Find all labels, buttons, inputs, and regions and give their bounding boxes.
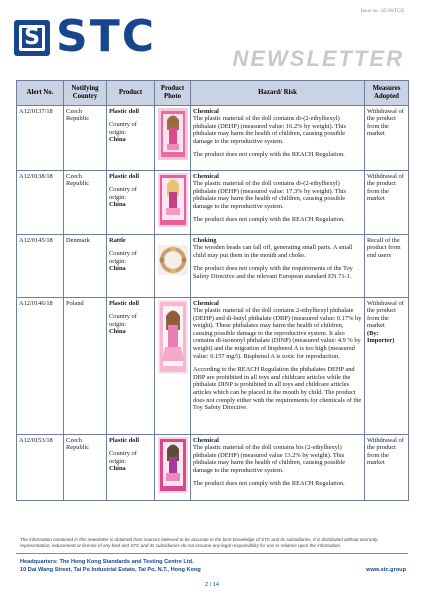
logo-glyph: S (24, 25, 40, 50)
newsletter-label: NEWSLETTER (232, 46, 404, 71)
page-number: 2 / 14 (205, 582, 219, 588)
origin-label: Country of origin: (109, 313, 137, 328)
country-cell: Poland (64, 298, 107, 435)
alert-no-cell: A12/0153/18 (17, 435, 64, 501)
origin-value: China (109, 328, 126, 336)
hazard-text: The plastic material of the doll contains bis (2-ethylhexyl) phthalate (DEHP) (measured value 13.2% by weight). This phthalate may harm the health of children, causing possible damage to the reproductive system. (193, 444, 346, 474)
product-cell (107, 171, 155, 235)
doll-photo (158, 300, 188, 374)
hazard-cell (191, 235, 365, 298)
measures-cell: Recall of the product from end users (365, 235, 409, 298)
footer-divider (16, 553, 408, 554)
hazard-text: The plastic material of the doll contains di-(2-ethylhexyl) phthalate (DEHP) (measured value: 16.2% by weight). This phthalate may harm the health of children, causing possible damage to the reproductive system. (193, 115, 347, 145)
hazard-text: The wooden beads can fall off, generating small parts. A small child may put them in the mouth and choke. (193, 244, 353, 259)
origin-value: China (109, 465, 126, 473)
table-header-row (17, 81, 409, 106)
measures-cell: Withdrawal of the product from the market (365, 171, 409, 235)
issue-number: Issue no.: 05/18/TCD (360, 9, 404, 14)
origin-label: Country of origin: (109, 250, 137, 265)
product-name: Plastic doll (109, 436, 139, 444)
hazard-type: Chemical (193, 436, 219, 444)
product-photo-cell (155, 435, 191, 501)
hazard-compliance: The product does not comply with the requirements of the Toy Safety Directive and the relevant European standard EN 71-1. (193, 265, 353, 280)
hazard-text: The plastic material of the doll contains 2-ethylhexyl phthalate (DEHP) and di-butyl phthalate (DBP) (measured value: 0.17% by weight). These phthalates may harm the health of children, causing possible damage to the reproductive system. It also contains di-isononyl phthalate (DINP) (measured value: 4.9 % by weight) and the migration of bisphenol A is too high (measured value: 0.157 mg/l). Bisphenol A is toxic for reproduction. (193, 307, 362, 360)
col-header-product: Product (107, 81, 155, 106)
hazard-cell (191, 435, 365, 501)
table-row (17, 171, 409, 235)
product-cell (107, 298, 155, 435)
product-photo-cell (155, 171, 191, 235)
product-name: Plastic doll (109, 172, 139, 180)
country-cell: Denmark (64, 235, 107, 298)
measures-text: Withdrawal of the product from the market (367, 299, 404, 330)
rattle-photo (158, 245, 188, 275)
origin-label: Country of origin: (109, 186, 137, 201)
footer-address: 10 Dai Wang Street, Tai Po Industrial Estate, Tai Po, N.T., Hong Kong (20, 567, 201, 573)
hazard-cell (191, 106, 365, 171)
alert-no-cell: A12/0138/18 (17, 171, 64, 235)
hazard-type: Chemical (193, 172, 219, 180)
origin-label: Country of origin: (109, 450, 137, 465)
hazard-type: Choking (193, 236, 217, 244)
hazard-cell (191, 298, 365, 435)
hazard-type: Chemical (193, 107, 219, 115)
page-header (0, 0, 424, 80)
hazard-compliance: The product does not comply with the REACH Regulation. (193, 480, 345, 488)
product-name: Plastic doll (109, 107, 139, 115)
doll-photo (158, 437, 188, 493)
logo-wordmark: STC (56, 11, 156, 62)
origin-value: China (109, 136, 126, 144)
alert-no-cell: A12/0146/18 (17, 298, 64, 435)
hazard-text: The plastic material of the doll contains di-(2-ethylhexyl) phthalate (DEHP) (measured value: 17.3% by weight). This phthalate may harm the health of children, causing possible damage to the reproductive system. (193, 180, 347, 210)
col-header-photo: Product Photo (155, 81, 191, 106)
product-cell (107, 435, 155, 501)
alert-table (16, 80, 409, 501)
hazard-type: Chemical (193, 299, 219, 307)
product-photo-cell (155, 298, 191, 435)
measures-cell: Withdrawal of the product from the market (365, 435, 409, 501)
table-row (17, 106, 409, 171)
product-cell (107, 106, 155, 171)
origin-value: China (109, 265, 126, 273)
measures-cell: Withdrawal of the product from the market (365, 106, 409, 171)
hazard-compliance: According to the REACH Regulation the phthalates DEHP and DBP are prohibited in all toys and childcare articles while the phthalate DINP is prohibited in all toys and childcare articles articles which can be placed in the mouth by child. The product does not comply either with the requirements for chemicals of the Toy Safety Directive. (193, 366, 362, 412)
disclaimer-text: The information contained in this newsletter is obtained from sources believed to be accurate to the best knowledge of STC and its subsidiaries. It is distributed without warranty, representation, inducement or license of any kind and STC and its subsidiaries do not assume any legal responsibility for use or reliance upon the information. (20, 537, 379, 548)
stc-logo-icon (14, 20, 50, 56)
hazard-cell (191, 171, 365, 235)
footer-headquarters: Headquarters: The Hong Kong Standards and Testing Centre Ltd. (20, 559, 194, 565)
alert-no-cell: A12/0137/18 (17, 106, 64, 171)
col-header-hazard: Hazard/ Risk (191, 81, 365, 106)
col-header-alert-no: Alert No. (17, 81, 64, 106)
product-photo-cell (155, 235, 191, 298)
footer-website-link[interactable]: www.stc.group (366, 567, 406, 573)
country-cell: Czech Republic (64, 435, 107, 501)
alert-no-cell: A12/0145/18 (17, 235, 64, 298)
country-cell: Czech Republic (64, 171, 107, 235)
product-photo-cell (155, 106, 191, 171)
product-cell (107, 235, 155, 298)
table-row (17, 298, 409, 435)
country-cell: Czech Republic (64, 106, 107, 171)
measures-cell (365, 298, 409, 435)
doll-photo (158, 173, 188, 227)
hazard-compliance: The product does not comply with the REACH Regulation. (193, 151, 345, 159)
measures-extra: (By: Importer) (367, 329, 395, 345)
col-header-measures: Measures Adopted (365, 81, 409, 106)
product-name: Plastic doll (109, 299, 139, 307)
table-row (17, 235, 409, 298)
origin-label: Country of origin: (109, 121, 137, 136)
doll-photo (158, 108, 188, 160)
product-name: Rattle (109, 236, 126, 244)
table-row (17, 435, 409, 501)
hazard-compliance: The product does not comply with the REACH Regulation. (193, 216, 345, 224)
origin-value: China (109, 201, 126, 209)
col-header-country: Notifying Country (64, 81, 107, 106)
